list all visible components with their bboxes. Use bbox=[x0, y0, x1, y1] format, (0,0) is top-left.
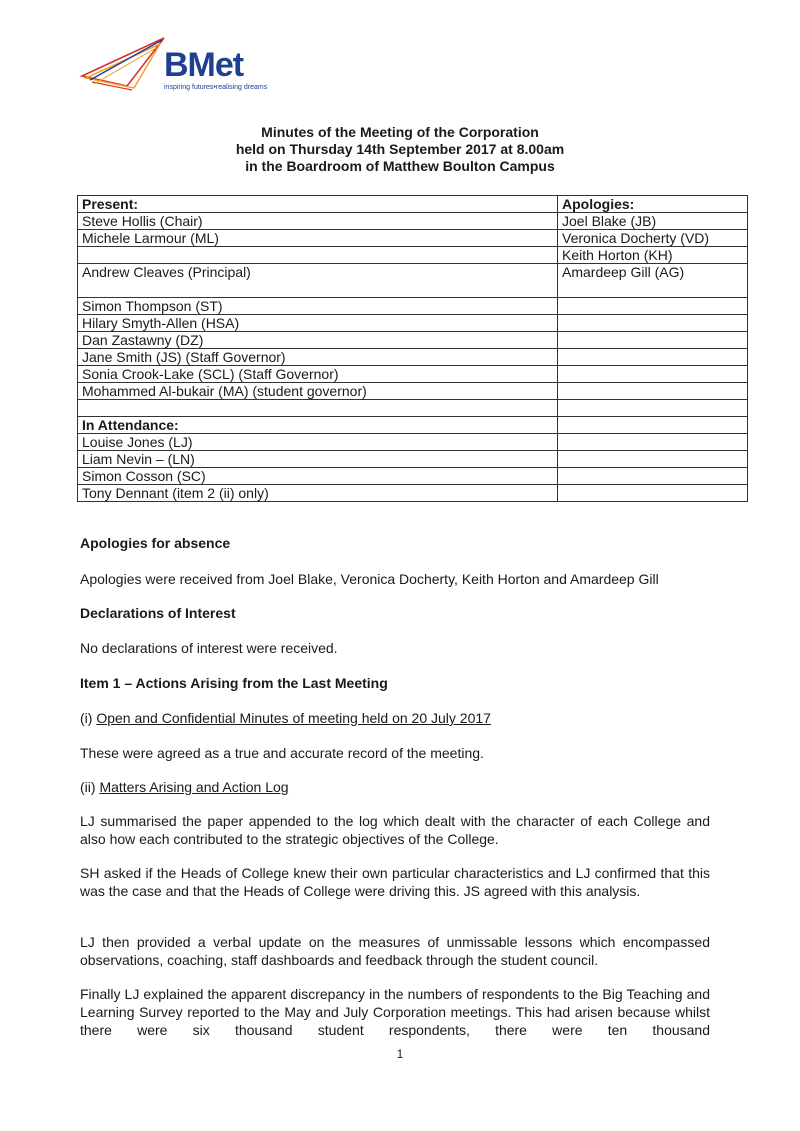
paragraph-4: Finally LJ explained the apparent discrepancy in the numbers of respondents to the Big Teaching and Learning Survey reported to the May and July Corporation meetings. This had arisen because whilst there were six thousand student respondents, there were ten thousand bbox=[80, 986, 710, 1038]
item1-ii-prefix: (ii) bbox=[80, 779, 100, 795]
present-cell: Mohammed Al-bukair (MA) (student governor) bbox=[78, 383, 558, 400]
paragraph-1: LJ summarised the paper appended to the log which dealt with the character of each College and also how each contributed to the strategic objectives of the College. bbox=[80, 813, 710, 847]
empty-cell bbox=[558, 451, 748, 468]
attendee-cell: Liam Nevin – (LN) bbox=[78, 451, 558, 468]
empty-cell bbox=[558, 485, 748, 502]
table-row bbox=[78, 451, 748, 468]
empty-cell bbox=[558, 434, 748, 451]
apologies-cell bbox=[558, 400, 748, 417]
item1-ii-line bbox=[80, 778, 710, 796]
item1-i-prefix: (i) bbox=[80, 710, 97, 726]
apologies-cell: Keith Horton (KH) bbox=[558, 247, 748, 264]
item1-i-link: Open and Confidential Minutes of meeting held on 20 July 2017 bbox=[96, 710, 491, 726]
present-cell bbox=[78, 400, 558, 417]
apologies-cell bbox=[558, 298, 748, 315]
title-line-3: in the Boardroom of Matthew Boulton Campus bbox=[245, 158, 555, 174]
table-row bbox=[78, 213, 748, 230]
present-cell: Dan Zastawny (DZ) bbox=[78, 332, 558, 349]
apologies-cell: Veronica Docherty (VD) bbox=[558, 230, 748, 247]
item1-ii-link: Matters Arising and Action Log bbox=[99, 779, 289, 795]
title-line-1: Minutes of the Meeting of the Corporation bbox=[261, 124, 539, 140]
empty-cell bbox=[558, 468, 748, 485]
apologies-text: Apologies were received from Joel Blake, Veronica Docherty, Keith Horton and Amardeep Gill bbox=[80, 571, 659, 587]
item1-heading: Item 1 – Actions Arising from the Last Meeting bbox=[80, 675, 388, 691]
present-cell bbox=[78, 247, 558, 264]
present-cell: Jane Smith (JS) (Staff Governor) bbox=[78, 349, 558, 366]
table-row bbox=[78, 349, 748, 366]
present-cell: Andrew Cleaves (Principal) bbox=[78, 264, 558, 298]
attendance-table bbox=[77, 195, 748, 502]
attendee-cell: Louise Jones (LJ) bbox=[78, 434, 558, 451]
item1-i-line bbox=[80, 709, 710, 727]
apologies-cell bbox=[558, 383, 748, 400]
table-row bbox=[78, 247, 748, 264]
table-row bbox=[78, 230, 748, 247]
apologies-cell: Amardeep Gill (AG) bbox=[558, 264, 748, 298]
present-header: Present: bbox=[78, 196, 558, 213]
paragraph-3: LJ then provided a verbal update on the measures of unmissable lessons which encompassed observations, coaching, staff dashboards and feedback through the student council. bbox=[80, 934, 710, 968]
table-row bbox=[78, 383, 748, 400]
bmet-logo bbox=[72, 36, 312, 98]
document-title bbox=[0, 124, 800, 175]
present-cell: Sonia Crook-Lake (SCL) (Staff Governor) bbox=[78, 366, 558, 383]
present-cell: Simon Thompson (ST) bbox=[78, 298, 558, 315]
present-cell: Steve Hollis (Chair) bbox=[78, 213, 558, 230]
declarations-heading: Declarations of Interest bbox=[80, 605, 236, 621]
table-row bbox=[78, 332, 748, 349]
apologies-cell bbox=[558, 366, 748, 383]
table-row bbox=[78, 400, 748, 417]
apologies-header: Apologies: bbox=[558, 196, 748, 213]
attendance-header-row bbox=[78, 196, 748, 213]
in-attendance-header-row bbox=[78, 417, 748, 434]
table-row bbox=[78, 485, 748, 502]
apologies-cell bbox=[558, 349, 748, 366]
declarations-text: No declarations of interest were received. bbox=[80, 640, 338, 656]
table-row bbox=[78, 298, 748, 315]
logo-emblem-icon bbox=[72, 36, 172, 98]
table-row bbox=[78, 264, 748, 298]
apologies-cell: Joel Blake (JB) bbox=[558, 213, 748, 230]
apologies-heading: Apologies for absence bbox=[80, 535, 231, 551]
item1-i-text: These were agreed as a true and accurate record of the meeting. bbox=[80, 745, 484, 761]
attendee-cell: Simon Cosson (SC) bbox=[78, 468, 558, 485]
table-row bbox=[78, 366, 748, 383]
title-line-2: held on Thursday 14th September 2017 at 8.00am bbox=[235, 141, 565, 157]
paragraph-2: SH asked if the Heads of College knew their own particular characteristics and LJ confirmed that this was the case and that the Heads of College were driving this. JS agreed with this analysis. bbox=[80, 865, 710, 899]
logo-wordmark: BMet bbox=[164, 46, 244, 84]
table-row bbox=[78, 315, 748, 332]
apologies-cell bbox=[558, 315, 748, 332]
present-cell: Michele Larmour (ML) bbox=[78, 230, 558, 247]
page-number: 1 bbox=[396, 1047, 404, 1061]
table-row bbox=[78, 468, 748, 485]
in-attendance-header: In Attendance: bbox=[78, 417, 558, 434]
empty-cell bbox=[558, 417, 748, 434]
apologies-cell bbox=[558, 332, 748, 349]
logo-tagline: inspiring futures•realising dreams bbox=[164, 84, 268, 91]
present-cell: Hilary Smyth-Allen (HSA) bbox=[78, 315, 558, 332]
table-row bbox=[78, 434, 748, 451]
attendee-cell: Tony Dennant (item 2 (ii) only) bbox=[78, 485, 558, 502]
